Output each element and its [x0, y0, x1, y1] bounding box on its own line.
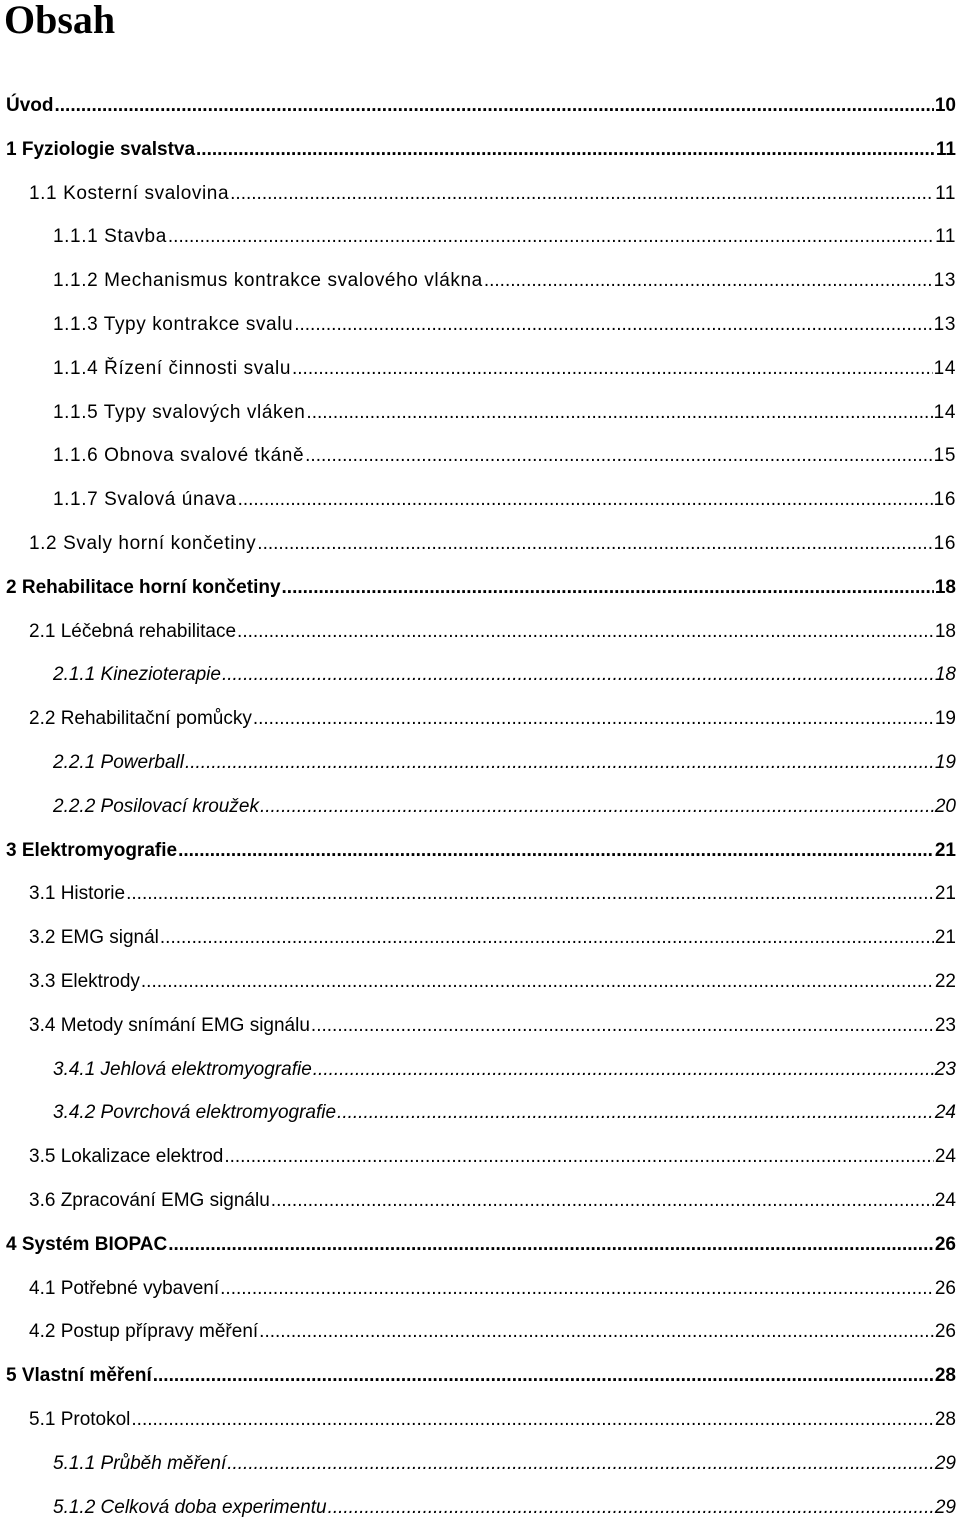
page-title: Obsah [4, 0, 115, 42]
toc-dot-leader [160, 916, 934, 960]
toc-entry-page-number: 26 [935, 1223, 956, 1267]
toc-dot-leader [230, 172, 934, 216]
toc-dot-leader [238, 478, 933, 522]
toc-entry-page-number: 26 [935, 1267, 956, 1311]
toc-entry-label: 3.4.2 Povrchová elektromyografie [53, 1091, 336, 1135]
toc-entry-line [29, 1310, 956, 1354]
toc-entry-label: 3 Elektromyografie [6, 829, 177, 873]
toc-entry-line [29, 697, 956, 741]
toc-entry-page-number: 23 [935, 1004, 956, 1048]
toc-entry-label: 3.4 Metody snímání EMG signálu [29, 1004, 310, 1048]
toc-entry[interactable] [0, 434, 960, 478]
toc-entry-page-number: 19 [935, 741, 956, 785]
toc-dot-leader [282, 566, 934, 610]
toc-entry-label: 1.1.3 Typy kontrakce svalu [53, 303, 293, 347]
toc-entry-line [6, 566, 956, 610]
toc-entry-page-number: 11 [936, 128, 956, 172]
toc-entry[interactable] [0, 522, 960, 566]
toc-entry[interactable] [0, 1486, 960, 1529]
toc-entry-label: 1.1.2 Mechanismus kontrakce svalového vlákna [53, 259, 483, 303]
toc-dot-leader [222, 653, 934, 697]
toc-entry-label: Úvod [6, 84, 54, 128]
toc-entry-line [6, 1354, 956, 1398]
toc-entry-label: 3.5 Lokalizace elektrod [29, 1135, 223, 1179]
toc-entry[interactable] [0, 1091, 960, 1135]
toc-dot-leader [294, 303, 932, 347]
toc-entry-page-number: 22 [935, 960, 956, 1004]
toc-entry-line [53, 785, 956, 829]
toc-entry[interactable] [0, 1398, 960, 1442]
toc-entry[interactable] [0, 610, 960, 654]
toc-entry-label: 2.2.2 Posilovací kroužek [53, 785, 259, 829]
toc-entry-page-number: 14 [934, 347, 956, 391]
toc-entry-page-number: 26 [935, 1310, 956, 1354]
toc-entry-line [29, 610, 956, 654]
toc-entry-line [29, 1179, 956, 1223]
toc-entry-label: 2.2 Rehabilitační pomůcky [29, 697, 252, 741]
toc-entry-label: 2.1 Léčebná rehabilitace [29, 610, 236, 654]
toc-entry-line [53, 1048, 956, 1092]
toc-entry[interactable] [0, 916, 960, 960]
toc-entry[interactable] [0, 478, 960, 522]
table-of-contents [0, 84, 960, 1529]
toc-dot-leader [328, 1486, 934, 1529]
toc-entry-line [29, 872, 956, 916]
toc-entry-line [53, 347, 956, 391]
toc-dot-leader [220, 1267, 934, 1311]
toc-entry-line [53, 391, 956, 435]
toc-entry-label: 1.2 Svaly horní končetiny [29, 522, 256, 566]
toc-entry-page-number: 11 [935, 215, 956, 259]
toc-entry[interactable] [0, 128, 960, 172]
toc-entry-page-number: 19 [935, 697, 956, 741]
toc-entry-line [53, 303, 956, 347]
toc-entry[interactable] [0, 829, 960, 873]
toc-entry[interactable] [0, 1048, 960, 1092]
toc-dot-leader [271, 1179, 934, 1223]
toc-entry-label: 5.1 Protokol [29, 1398, 130, 1442]
toc-entry[interactable] [0, 303, 960, 347]
toc-entry-label: 1.1.5 Typy svalových vláken [53, 391, 305, 435]
toc-dot-leader [141, 960, 934, 1004]
toc-entry-page-number: 15 [934, 434, 956, 478]
toc-entry[interactable] [0, 215, 960, 259]
toc-entry-label: 3.6 Zpracování EMG signálu [29, 1179, 270, 1223]
toc-entry-page-number: 14 [934, 391, 956, 435]
toc-entry-label: 2.1.1 Kinezioterapie [53, 653, 221, 697]
toc-dot-leader [126, 872, 934, 916]
toc-entry[interactable] [0, 172, 960, 216]
toc-entry-line [29, 1398, 956, 1442]
toc-entry-page-number: 28 [935, 1354, 956, 1398]
toc-entry-label: 1 Fyziologie svalstva [6, 128, 195, 172]
toc-dot-leader [227, 1442, 934, 1486]
toc-entry[interactable] [0, 697, 960, 741]
toc-dot-leader [484, 259, 933, 303]
toc-entry-page-number: 21 [935, 829, 956, 873]
toc-entry-page-number: 24 [935, 1091, 956, 1135]
toc-entry-page-number: 10 [935, 84, 956, 128]
toc-entry[interactable] [0, 1442, 960, 1486]
toc-entry-page-number: 18 [935, 653, 956, 697]
toc-entry[interactable] [0, 1135, 960, 1179]
toc-entry-line [53, 1486, 956, 1529]
toc-dot-leader [259, 1310, 934, 1354]
toc-entry[interactable] [0, 741, 960, 785]
toc-dot-leader [178, 829, 934, 873]
toc-entry-page-number: 13 [934, 303, 956, 347]
toc-dot-leader [168, 215, 934, 259]
toc-entry-page-number: 20 [935, 785, 956, 829]
toc-entry-label: 1.1 Kosterní svalovina [29, 172, 229, 216]
toc-entry-page-number: 29 [935, 1486, 956, 1529]
toc-entry[interactable] [0, 259, 960, 303]
toc-dot-leader [311, 1004, 934, 1048]
toc-entry-label: 4.2 Postup přípravy měření [29, 1310, 258, 1354]
toc-entry-label: 3.4.1 Jehlová elektromyografie [53, 1048, 312, 1092]
toc-dot-leader [313, 1048, 934, 1092]
toc-entry-line [29, 960, 956, 1004]
toc-dot-leader [257, 522, 932, 566]
toc-entry[interactable] [0, 1179, 960, 1223]
toc-entry-page-number: 16 [934, 478, 956, 522]
toc-dot-leader [131, 1398, 933, 1442]
toc-dot-leader [260, 785, 934, 829]
toc-entry[interactable] [0, 347, 960, 391]
toc-entry-line [53, 434, 956, 478]
toc-dot-leader [168, 1223, 934, 1267]
toc-entry[interactable] [0, 653, 960, 697]
toc-entry-line [29, 1135, 956, 1179]
toc-entry-label: 4 Systém BIOPAC [6, 1223, 167, 1267]
toc-entry-page-number: 16 [934, 522, 956, 566]
toc-entry-label: 2 Rehabilitace horní končetiny [6, 566, 281, 610]
toc-dot-leader [305, 434, 933, 478]
toc-entry[interactable] [0, 1310, 960, 1354]
toc-entry[interactable] [0, 566, 960, 610]
toc-entry-page-number: 21 [935, 872, 956, 916]
toc-entry-line [6, 1223, 956, 1267]
toc-entry-line [29, 172, 956, 216]
toc-dot-leader [153, 1354, 934, 1398]
toc-dot-leader [253, 697, 934, 741]
toc-dot-leader [224, 1135, 934, 1179]
toc-entry-label: 2.2.1 Powerball [53, 741, 184, 785]
toc-entry-line [6, 84, 956, 128]
toc-entry[interactable] [0, 1223, 960, 1267]
toc-entry[interactable] [0, 1267, 960, 1311]
toc-dot-leader [185, 741, 934, 785]
toc-entry-label: 4.1 Potřebné vybavení [29, 1267, 219, 1311]
toc-entry-line [53, 259, 956, 303]
toc-dot-leader [306, 391, 932, 435]
toc-dot-leader [55, 84, 934, 128]
toc-entry-page-number: 11 [935, 172, 956, 216]
toc-entry-line [53, 653, 956, 697]
toc-entry-label: 3.1 Historie [29, 872, 125, 916]
toc-entry-label: 5.1.1 Průběh měření [53, 1442, 226, 1486]
toc-entry-label: 5 Vlastní měření [6, 1354, 152, 1398]
toc-entry[interactable] [0, 785, 960, 829]
toc-entry-label: 1.1.1 Stavba [53, 215, 167, 259]
toc-entry-page-number: 21 [935, 916, 956, 960]
toc-entry[interactable] [0, 1354, 960, 1398]
toc-entry[interactable] [0, 960, 960, 1004]
toc-entry[interactable] [0, 84, 960, 128]
toc-entry-page-number: 18 [935, 610, 956, 654]
toc-entry-line [29, 1267, 956, 1311]
toc-entry-label: 1.1.4 Řízení činnosti svalu [53, 347, 291, 391]
toc-entry-page-number: 23 [935, 1048, 956, 1092]
toc-entry-line [29, 916, 956, 960]
toc-entry-line [53, 1091, 956, 1135]
toc-entry-line [53, 1442, 956, 1486]
toc-entry-page-number: 24 [935, 1135, 956, 1179]
toc-entry[interactable] [0, 391, 960, 435]
toc-entry-page-number: 18 [935, 566, 956, 610]
toc-entry-line [29, 1004, 956, 1048]
toc-entry-line [6, 128, 956, 172]
toc-entry-page-number: 28 [935, 1398, 956, 1442]
toc-dot-leader [237, 610, 934, 654]
toc-dot-leader [337, 1091, 934, 1135]
toc-entry-line [29, 522, 956, 566]
toc-entry-page-number: 13 [934, 259, 956, 303]
toc-entry-line [6, 829, 956, 873]
toc-entry-line [53, 478, 956, 522]
toc-entry-label: 5.1.2 Celková doba experimentu [53, 1486, 327, 1529]
toc-dot-leader [196, 128, 935, 172]
toc-entry-label: 1.1.7 Svalová únava [53, 478, 237, 522]
toc-entry[interactable] [0, 872, 960, 916]
toc-entry-label: 3.3 Elektrody [29, 960, 140, 1004]
toc-entry-page-number: 24 [935, 1179, 956, 1223]
toc-dot-leader [292, 347, 933, 391]
toc-entry-line [53, 741, 956, 785]
toc-entry[interactable] [0, 1004, 960, 1048]
toc-entry-label: 1.1.6 Obnova svalové tkáně [53, 434, 304, 478]
toc-entry-label: 3.2 EMG signál [29, 916, 159, 960]
toc-entry-line [53, 215, 956, 259]
toc-entry-page-number: 29 [935, 1442, 956, 1486]
